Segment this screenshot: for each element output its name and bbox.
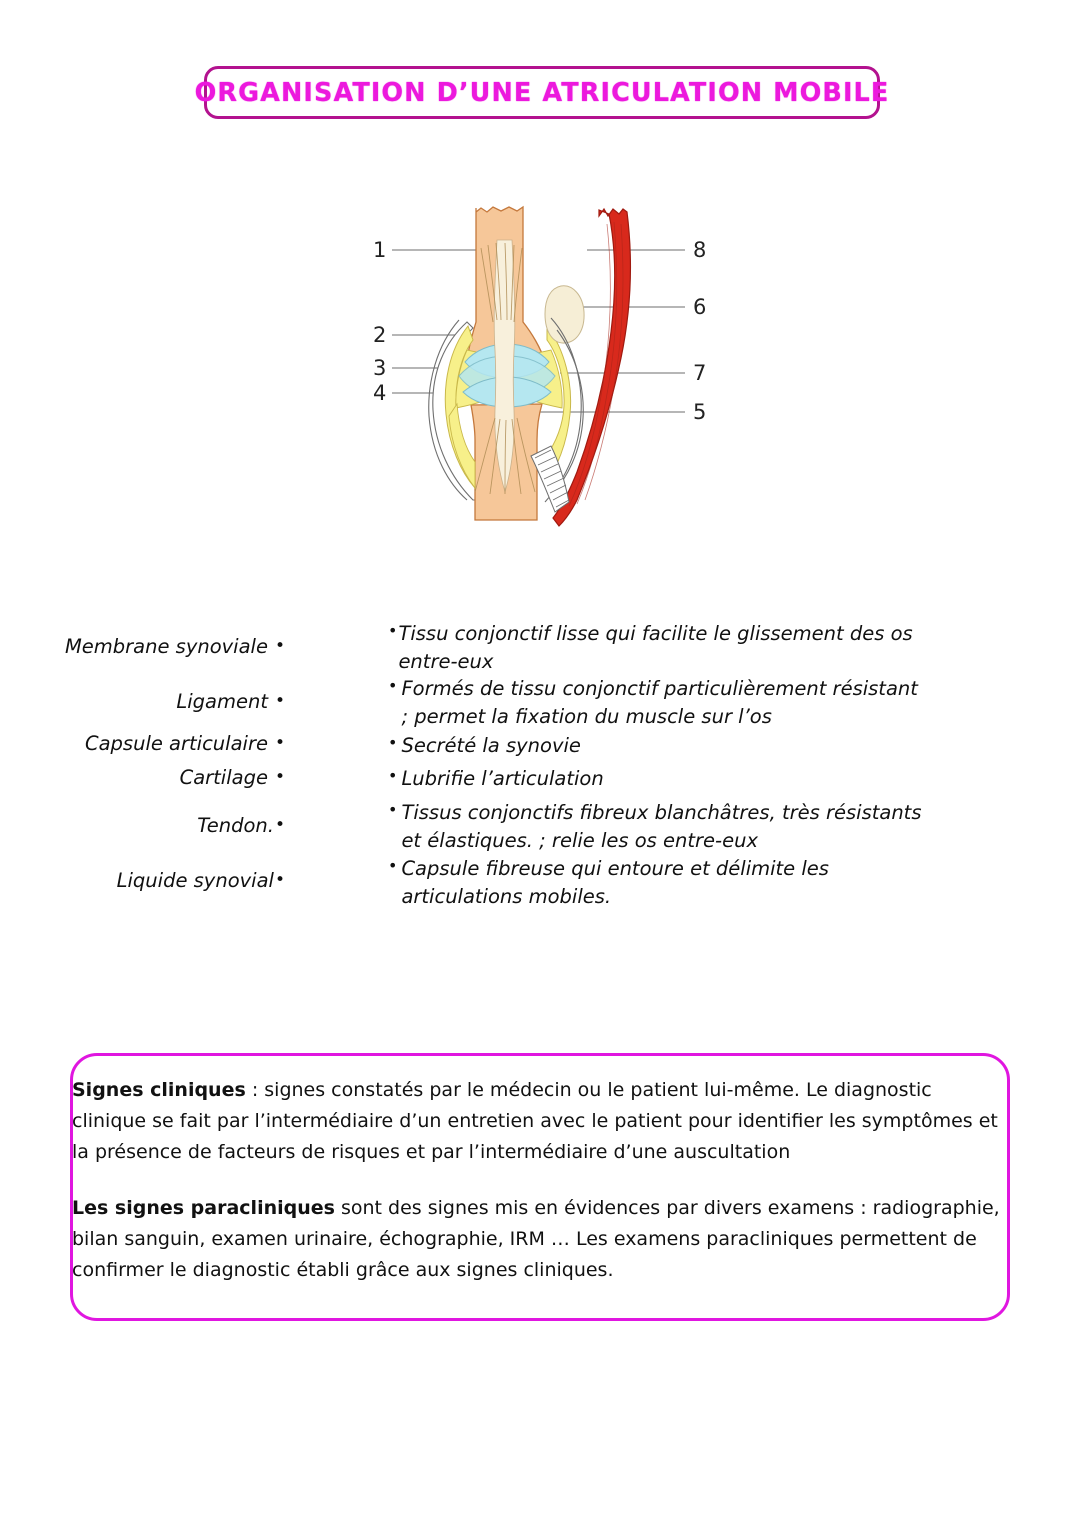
clinical-note-content [72, 1075, 1008, 1286]
callout-number-2: 2 [373, 323, 387, 347]
clinical-paragraph-2 [72, 1193, 1008, 1285]
definition-row [388, 799, 928, 854]
definition-bullet-icon: • [388, 733, 398, 752]
central-tendon [494, 240, 515, 492]
term-label: Ligament [176, 690, 268, 713]
clinical-paragraph-2-body: sont des signes mis en évidences par divers examens : radiographie, bilan sanguin, examen urinaire, échographie, IRM … Les examens paracliniques permettent de confirmer le diagnostic établi grâce aux signes cliniques. [72, 1197, 1000, 1281]
page-title: ORGANISATION D’UNE ATRICULATION MOBILE [194, 77, 890, 108]
definition-bullet-icon: • [388, 621, 398, 640]
callout-number-6: 6 [693, 295, 707, 319]
term-row [197, 815, 285, 837]
callout-number-8: 8 [693, 238, 707, 262]
definition-text: Tissu conjonctif lisse qui facilite le glissement des os entre-eux [398, 622, 913, 673]
callout-number-5: 5 [693, 400, 707, 424]
term-label: Capsule articulaire [84, 732, 268, 755]
term-row [65, 636, 285, 658]
definition-row [388, 765, 928, 793]
term-row [117, 870, 285, 892]
term-bullet-icon: • [274, 767, 285, 787]
definition-text: Lubrifie l’articulation [401, 767, 604, 790]
callout-number-3: 3 [373, 356, 387, 380]
definition-bullet-icon: • [388, 800, 398, 819]
definition-row [388, 855, 928, 910]
term-label: Cartilage [179, 766, 268, 789]
definition-row [388, 620, 928, 675]
term-bullet-icon: • [274, 733, 285, 753]
definition-row [388, 732, 928, 760]
callout-number-1: 1 [373, 238, 387, 262]
definition-bullet-icon: • [388, 676, 398, 695]
bursa [545, 286, 584, 343]
term-bullet-icon: • [274, 636, 285, 656]
term-bullet-icon: • [274, 870, 285, 890]
joint-anatomy-diagram [355, 200, 725, 540]
definition-bullet-icon: • [388, 856, 398, 875]
paragraph-spacer [72, 1167, 1008, 1193]
clinical-paragraph-1-lead: Signes cliniques [72, 1079, 246, 1101]
definition-text: Secrété la synovie [401, 734, 581, 757]
term-bullet-icon: • [274, 691, 285, 711]
term-label: Membrane synoviale [64, 635, 268, 658]
term-row [85, 733, 285, 755]
term-row [176, 691, 285, 713]
definition-text: Formés de tissu conjonctif particulièrement résistant ; permet la fixation du muscle sur l’os [401, 677, 918, 728]
definition-text: Capsule fibreuse qui entoure et délimite les articulations mobiles. [401, 857, 829, 908]
term-label: Tendon. [197, 814, 274, 837]
clinical-paragraph-1-body: : signes constatés par le médecin ou le patient lui-même. Le diagnostic clinique se fait par l’intermédiaire d’un entretien avec le patient pour identifier les symptômes et la présence de facteurs de risques et par l’intermédiaire d’une auscultation [72, 1079, 998, 1163]
term-bullet-icon: • [274, 815, 285, 835]
clinical-paragraph-2-lead: Les signes paracliniques [72, 1197, 335, 1220]
callout-number-4: 4 [373, 381, 387, 405]
page-title-banner [194, 66, 890, 119]
callout-number-7: 7 [693, 361, 707, 385]
clinical-paragraph-1 [72, 1075, 1008, 1167]
definition-row [388, 675, 928, 730]
definition-bullet-icon: • [388, 766, 398, 785]
term-row [180, 767, 285, 789]
term-label: Liquide synovial [116, 869, 274, 892]
definition-text: Tissus conjonctifs fibreux blanchâtres, très résistants et élastiques. ; relie les os entre-eux [401, 801, 922, 852]
